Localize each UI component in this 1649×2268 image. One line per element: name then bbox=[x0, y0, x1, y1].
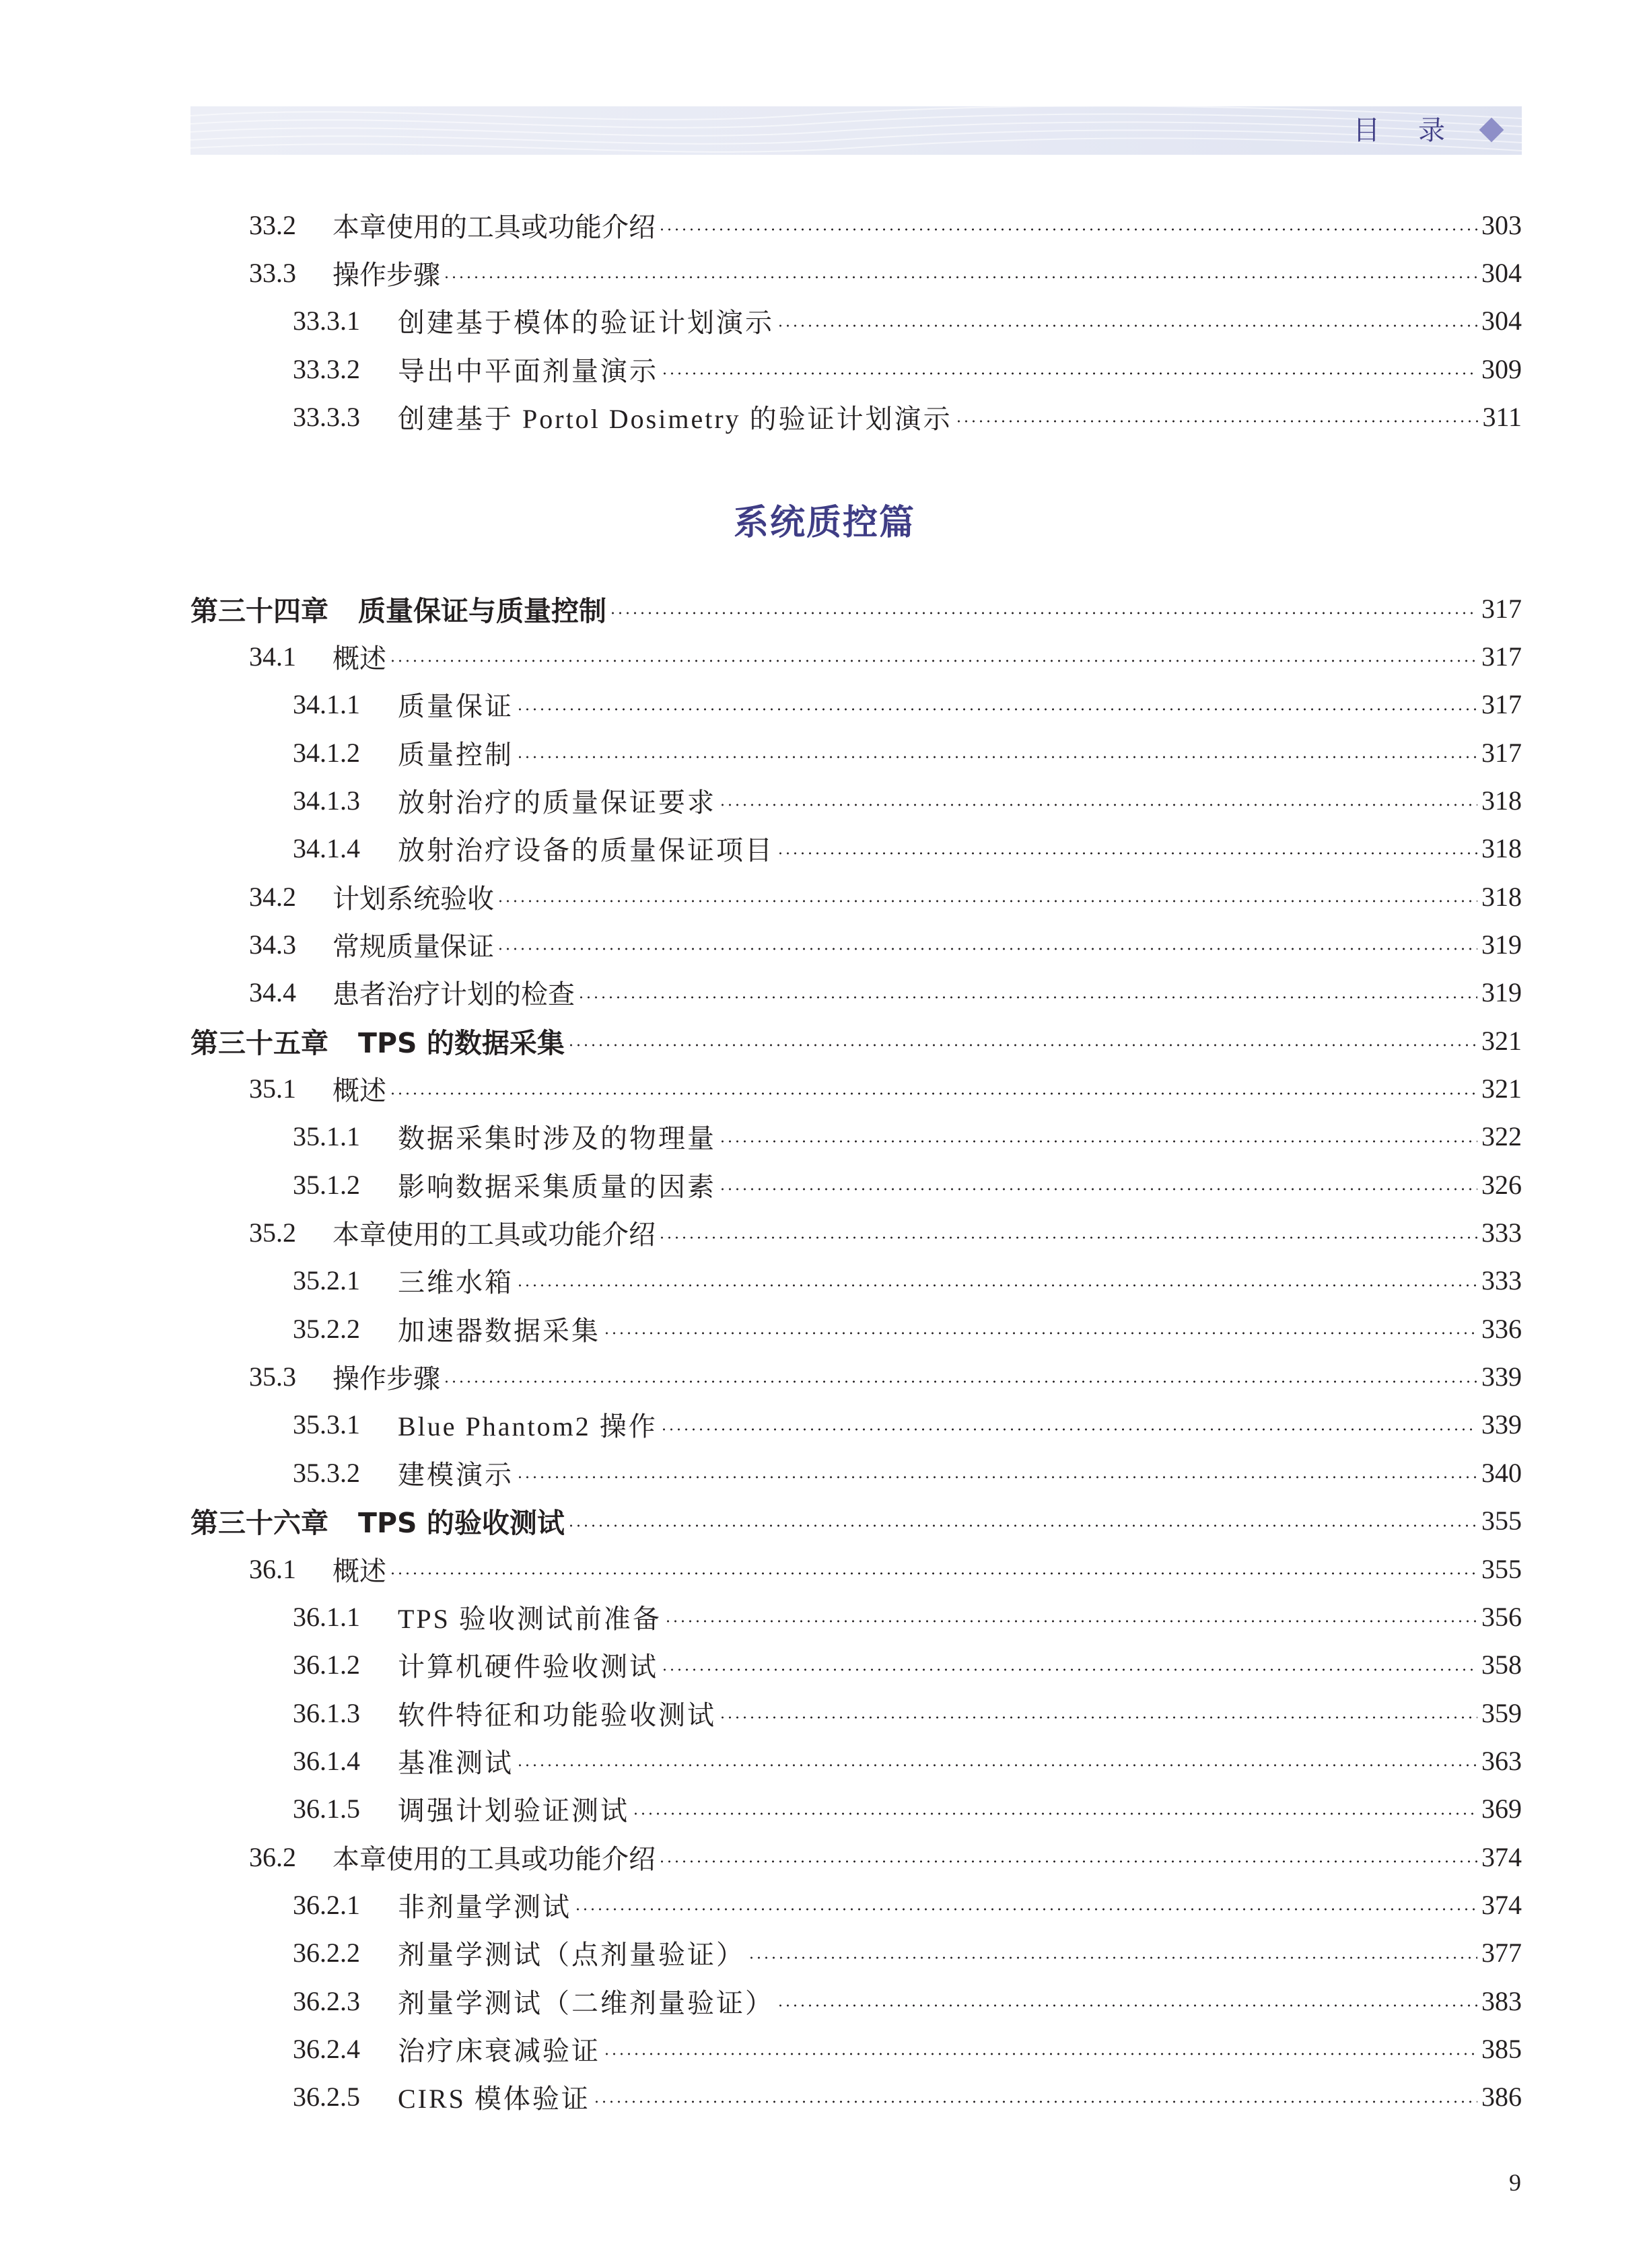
toc-entry-title: 操作步骤 bbox=[332, 259, 440, 290]
toc-entry-number: 34.1.4 bbox=[293, 833, 360, 864]
toc-entry-title: 治疗床衰减验证 bbox=[398, 2036, 600, 2066]
toc-entry-number: 第三十四章 bbox=[190, 594, 328, 627]
toc-entry-page: 385 bbox=[1481, 2034, 1522, 2064]
dot-leader bbox=[389, 1092, 1477, 1096]
toc-entry-title: 三维水箱 bbox=[398, 1267, 514, 1298]
toc-entry-page: 355 bbox=[1481, 1505, 1522, 1536]
toc-entry-title: 剂量学测试（二维剂量验证） bbox=[398, 1987, 774, 2018]
dot-leader bbox=[516, 755, 1477, 759]
dot-leader bbox=[661, 1668, 1477, 1672]
toc-entry[interactable] bbox=[249, 872, 1522, 921]
toc-entry-title: 本章使用的工具或功能介绍 bbox=[332, 1843, 656, 1874]
running-header-title: 目 录 bbox=[1353, 115, 1460, 146]
toc-entry-page: 374 bbox=[1481, 1889, 1522, 1920]
toc-entry-title: TPS 的验收测试 bbox=[358, 1507, 565, 1540]
dot-leader bbox=[516, 707, 1477, 711]
dot-leader bbox=[516, 1475, 1477, 1479]
dot-leader bbox=[719, 1187, 1477, 1191]
toc-entry-title: 数据采集时涉及的物理量 bbox=[398, 1123, 716, 1154]
toc-entry[interactable] bbox=[293, 297, 1522, 345]
dot-leader bbox=[603, 1331, 1477, 1335]
toc-entry-number: 36.2.1 bbox=[293, 1889, 360, 1920]
toc-entry[interactable] bbox=[293, 1448, 1522, 1497]
toc-entry[interactable] bbox=[293, 392, 1522, 441]
toc-entry[interactable] bbox=[293, 1736, 1522, 1785]
toc-entry-page: 309 bbox=[1481, 353, 1522, 384]
dot-leader bbox=[497, 947, 1477, 951]
toc-entry-number: 33.3.2 bbox=[293, 353, 360, 384]
toc-entry-page: 359 bbox=[1481, 1697, 1522, 1728]
toc-entry-page: 304 bbox=[1481, 257, 1522, 288]
toc-entry-page: 321 bbox=[1481, 1073, 1522, 1104]
dot-leader bbox=[658, 227, 1477, 232]
toc-entry-number: 36.1.2 bbox=[293, 1650, 360, 1680]
toc-entry-page: 336 bbox=[1481, 1313, 1522, 1344]
toc-entry-page: 318 bbox=[1481, 833, 1522, 864]
toc-entry[interactable] bbox=[293, 1929, 1522, 1977]
toc-entry-title: 概述 bbox=[332, 1555, 386, 1586]
toc-entry-title: 概述 bbox=[332, 643, 386, 674]
toc-entry-number: 33.3 bbox=[249, 257, 296, 288]
toc-entry-page: 358 bbox=[1481, 1650, 1522, 1680]
toc-entry[interactable] bbox=[293, 1160, 1522, 1209]
toc-entry[interactable] bbox=[249, 1353, 1522, 1401]
toc-entry-number: 36.2.4 bbox=[293, 2034, 360, 2064]
toc-entry-title: TPS 的数据采集 bbox=[358, 1026, 565, 1059]
toc-entry-title: Blue Phantom2 操作 bbox=[398, 1411, 658, 1442]
toc-entry-title: 剂量学测试（点剂量验证） bbox=[398, 1940, 745, 1971]
toc-entry[interactable] bbox=[249, 1545, 1522, 1593]
toc-entry-number: 34.1 bbox=[249, 641, 296, 672]
toc-entry-number: 35.2.1 bbox=[293, 1265, 360, 1296]
toc-entry-number: 第三十六章 bbox=[190, 1507, 328, 1540]
toc-entry-number: 36.2 bbox=[249, 1841, 296, 1872]
dot-leader bbox=[567, 1043, 1477, 1047]
toc-entry-page: 319 bbox=[1481, 977, 1522, 1008]
toc-entry-page: 322 bbox=[1481, 1121, 1522, 1152]
toc-entry[interactable] bbox=[190, 584, 1522, 633]
toc-entry-page: 317 bbox=[1481, 689, 1522, 720]
toc-entry-number: 36.1 bbox=[249, 1553, 296, 1584]
toc-entry-title: 导出中平面剂量演示 bbox=[398, 355, 658, 386]
toc-entry-page: 311 bbox=[1482, 401, 1522, 432]
toc-entry-number: 33.3.1 bbox=[293, 306, 360, 336]
toc-entry[interactable] bbox=[293, 1785, 1522, 1833]
toc-entry-page: 317 bbox=[1481, 641, 1522, 672]
toc-entry-number: 36.1.3 bbox=[293, 1697, 360, 1728]
toc-entry-number: 36.2.5 bbox=[293, 2082, 360, 2113]
dot-leader bbox=[748, 1956, 1477, 1960]
dot-leader bbox=[497, 899, 1477, 903]
toc-entry-number: 34.1.2 bbox=[293, 737, 360, 768]
toc-entry-number: 34.3 bbox=[249, 929, 296, 960]
dot-leader bbox=[389, 659, 1477, 663]
toc-entry-title: CIRS 模体验证 bbox=[398, 2084, 590, 2115]
dot-leader bbox=[516, 1283, 1477, 1287]
wave-pattern bbox=[190, 106, 1522, 155]
toc-entry-number: 35.1.1 bbox=[293, 1121, 360, 1152]
toc-entry-title: 建模演示 bbox=[398, 1459, 514, 1490]
dot-leader bbox=[593, 2100, 1477, 2104]
dot-leader bbox=[609, 611, 1477, 615]
toc-entry-page: 318 bbox=[1481, 785, 1522, 816]
toc-entry[interactable] bbox=[249, 968, 1522, 1017]
toc-entry-page: 339 bbox=[1481, 1361, 1522, 1392]
toc-entry-page: 374 bbox=[1481, 1841, 1522, 1872]
toc-entry[interactable] bbox=[249, 1833, 1522, 1881]
toc-entry-title: 患者治疗计划的检查 bbox=[332, 979, 575, 1010]
toc-entry[interactable] bbox=[293, 1977, 1522, 2025]
toc-entry-title: 本章使用的工具或功能介绍 bbox=[332, 211, 656, 242]
toc-entry-title: 操作步骤 bbox=[332, 1363, 440, 1394]
toc-entry[interactable] bbox=[293, 1689, 1522, 1737]
dot-leader bbox=[567, 1524, 1477, 1528]
toc-entry-title: 质量保证 bbox=[398, 691, 514, 722]
toc-entry-page: 369 bbox=[1481, 1794, 1522, 1824]
toc-entry-page: 340 bbox=[1481, 1457, 1522, 1488]
dot-leader bbox=[664, 1619, 1477, 1623]
toc-entry-page: 318 bbox=[1481, 881, 1522, 912]
toc-entry-page: 355 bbox=[1481, 1553, 1522, 1584]
toc-entry-page: 319 bbox=[1481, 929, 1522, 960]
dot-leader bbox=[658, 1859, 1477, 1864]
toc-entry-page: 363 bbox=[1481, 1745, 1522, 1776]
toc-entry-page: 333 bbox=[1481, 1265, 1522, 1296]
toc-entry-number: 35.2.2 bbox=[293, 1313, 360, 1344]
running-header-band bbox=[190, 106, 1522, 155]
toc-entry[interactable] bbox=[293, 2025, 1522, 2074]
toc-entry-number: 35.1.2 bbox=[293, 1169, 360, 1200]
dot-leader bbox=[719, 1715, 1477, 1720]
toc-entry-number: 35.3 bbox=[249, 1361, 296, 1392]
toc-entry-page: 321 bbox=[1481, 1025, 1522, 1056]
toc-entry[interactable] bbox=[293, 1401, 1522, 1449]
toc-entry-page: 356 bbox=[1481, 1601, 1522, 1632]
dot-leader bbox=[516, 1763, 1477, 1767]
toc-entry-title: 计算机硬件验收测试 bbox=[398, 1652, 658, 1682]
toc-entry-title: 本章使用的工具或功能介绍 bbox=[332, 1219, 656, 1250]
toc-entry-title: 创建基于模体的验证计划演示 bbox=[398, 308, 774, 339]
dot-leader bbox=[658, 1236, 1477, 1240]
toc-entry-number: 34.4 bbox=[249, 977, 296, 1008]
toc-entry-number: 35.2 bbox=[249, 1217, 296, 1248]
toc-entry[interactable] bbox=[293, 1256, 1522, 1305]
toc-entry-number: 35.3.1 bbox=[293, 1409, 360, 1440]
toc-entry-page: 304 bbox=[1481, 306, 1522, 336]
toc-entry[interactable] bbox=[293, 776, 1522, 824]
toc-entry-title: 概述 bbox=[332, 1075, 386, 1106]
dot-leader bbox=[719, 1139, 1477, 1143]
toc-entry-number: 35.3.2 bbox=[293, 1457, 360, 1488]
toc-entry-number: 34.1.3 bbox=[293, 785, 360, 816]
toc-entry-number: 35.1 bbox=[249, 1073, 296, 1104]
toc-entry-number: 33.2 bbox=[249, 209, 296, 240]
toc-entry[interactable] bbox=[293, 2073, 1522, 2121]
toc-entry-number: 第三十五章 bbox=[190, 1026, 328, 1059]
toc-entry[interactable] bbox=[293, 1641, 1522, 1689]
toc-entry-title: 加速器数据采集 bbox=[398, 1315, 600, 1346]
toc-entry[interactable] bbox=[249, 920, 1522, 968]
dot-leader bbox=[660, 1427, 1477, 1431]
toc-entry[interactable] bbox=[190, 1016, 1522, 1065]
dot-leader bbox=[632, 1812, 1477, 1816]
toc-entry-page: 317 bbox=[1481, 593, 1522, 624]
part-title: 系统质控篇 bbox=[733, 503, 915, 543]
toc-entry[interactable] bbox=[249, 201, 1522, 249]
dot-leader bbox=[661, 371, 1477, 376]
toc-entry[interactable] bbox=[293, 1592, 1522, 1641]
toc-entry-title: 计划系统验收 bbox=[332, 883, 494, 914]
toc-entry-title: 常规质量保证 bbox=[332, 931, 494, 962]
toc-entry-number: 34.1.1 bbox=[293, 689, 360, 720]
toc-entry-title: 基准测试 bbox=[398, 1747, 514, 1778]
toc-entry-page: 386 bbox=[1481, 2082, 1522, 2113]
toc-entry-number: 36.2.3 bbox=[293, 1985, 360, 2016]
toc-entry[interactable] bbox=[293, 680, 1522, 729]
toc-entry-page: 317 bbox=[1481, 737, 1522, 768]
toc-entry-title: 调强计划验证测试 bbox=[398, 1796, 629, 1827]
toc-entry[interactable] bbox=[249, 632, 1522, 680]
toc-entry-title: TPS 验收测试前准备 bbox=[398, 1603, 662, 1634]
toc-entry[interactable] bbox=[293, 1304, 1522, 1353]
dot-leader bbox=[443, 275, 1477, 279]
dot-leader bbox=[777, 851, 1477, 855]
toc-entry-page: 333 bbox=[1481, 1217, 1522, 1248]
toc-entry[interactable] bbox=[249, 1209, 1522, 1257]
toc-entry-page: 377 bbox=[1481, 1938, 1522, 1969]
dot-leader bbox=[719, 803, 1477, 807]
toc-entry-title: 放射治疗的质量保证要求 bbox=[398, 787, 716, 818]
toc-entry-number: 36.1.1 bbox=[293, 1601, 360, 1632]
toc-entry[interactable] bbox=[293, 1880, 1522, 1929]
toc-entry[interactable] bbox=[249, 248, 1522, 297]
toc-entry-title: 放射治疗设备的质量保证项目 bbox=[398, 835, 774, 866]
toc-entry[interactable] bbox=[249, 1065, 1522, 1113]
page-number: 9 bbox=[1509, 2169, 1521, 2196]
dot-leader bbox=[955, 419, 1479, 423]
dot-leader bbox=[603, 2052, 1477, 2056]
toc-entry[interactable] bbox=[293, 824, 1522, 873]
toc-entry[interactable] bbox=[293, 1112, 1522, 1161]
toc-entry-number: 36.2.2 bbox=[293, 1938, 360, 1969]
toc-entry-title: 非剂量学测试 bbox=[398, 1891, 571, 1922]
toc-entry-title: 质量控制 bbox=[398, 739, 514, 770]
dot-leader bbox=[777, 2004, 1477, 2008]
toc-entry-page: 326 bbox=[1481, 1169, 1522, 1200]
toc-entry-number: 33.3.3 bbox=[293, 401, 360, 432]
toc-entry-title: 影响数据采集质量的因素 bbox=[398, 1171, 716, 1202]
toc-entry[interactable] bbox=[293, 728, 1522, 777]
toc-entry-number: 36.1.5 bbox=[293, 1794, 360, 1824]
toc-entry-title: 创建基于 Portol Dosimetry 的验证计划演示 bbox=[398, 403, 952, 434]
toc-entry[interactable] bbox=[293, 345, 1522, 393]
toc-entry[interactable] bbox=[190, 1497, 1522, 1545]
toc-entry-title: 质量保证与质量控制 bbox=[358, 594, 606, 627]
dot-leader bbox=[777, 324, 1477, 328]
dot-leader bbox=[389, 1571, 1477, 1575]
dot-leader bbox=[574, 1907, 1477, 1911]
dot-leader bbox=[577, 995, 1477, 999]
toc-entry-page: 339 bbox=[1481, 1409, 1522, 1440]
toc-entry-number: 36.1.4 bbox=[293, 1745, 360, 1776]
toc-entry-page: 383 bbox=[1481, 1985, 1522, 2016]
toc-entry-title: 软件特征和功能验收测试 bbox=[398, 1699, 716, 1730]
toc-entry-number: 34.2 bbox=[249, 881, 296, 912]
dot-leader bbox=[443, 1380, 1477, 1384]
toc-entry-page: 303 bbox=[1481, 209, 1522, 240]
